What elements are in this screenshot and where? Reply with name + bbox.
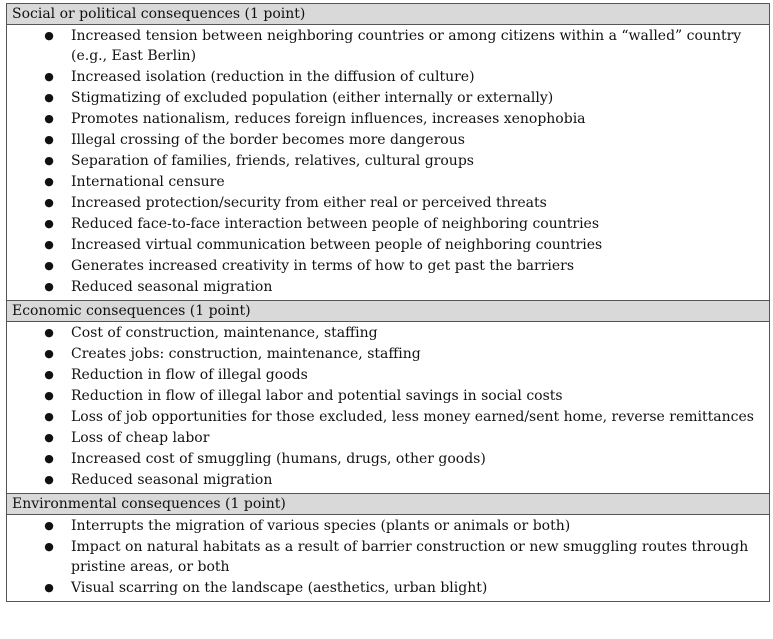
bullet-icon: ● [44,326,54,339]
consequences-table [6,3,770,602]
section-body-row [7,515,770,602]
list-item-text: Increased cost of smuggling (humans, drugs, other goods) [71,451,486,467]
bullet-icon: ● [44,70,54,83]
list-item-text: Impact on natural habitats as a result of barrier construction or new smuggling routes through pristine areas, or both [71,539,749,575]
list-item [7,577,759,598]
list-item [7,192,759,213]
bullet-icon: ● [44,519,54,532]
list-item [7,108,759,129]
section-header-row [7,301,770,322]
list-item-text: Interrupts the migration of various species (plants or animals or both) [71,518,571,534]
list-item [7,129,759,150]
section-header-row [7,4,770,25]
bullet-icon: ● [44,540,54,553]
list-item-text: International censure [71,174,225,190]
bullet-icon: ● [44,452,54,465]
section-body [7,25,770,301]
section-header-row [7,494,770,515]
list-item [7,536,759,577]
bullet-icon: ● [44,217,54,230]
list-item-text: Reduction in flow of illegal goods [71,367,308,383]
bullet-icon: ● [44,347,54,360]
bullet-icon: ● [44,29,54,42]
bullet-icon: ● [44,368,54,381]
list-item [7,322,759,343]
list-item-text: Reduced face-to-face interaction between people of neighboring countries [71,216,600,232]
bullet-list [7,25,759,297]
list-item-text: Separation of families, friends, relatives, cultural groups [71,153,474,169]
bullet-icon: ● [44,133,54,146]
list-item [7,343,759,364]
list-item-text: Increased virtual communication between people of neighboring countries [71,237,603,253]
list-item-text: Loss of cheap labor [71,430,210,446]
bullet-icon: ● [44,112,54,125]
list-item-text: Promotes nationalism, reduces foreign influences, increases xenophobia [71,111,586,127]
list-item [7,448,759,469]
list-item-text: Stigmatizing of excluded population (either internally or externally) [71,90,554,106]
list-item [7,515,759,536]
list-item [7,87,759,108]
section-body [7,515,770,602]
list-item [7,276,759,297]
section-title: Economic consequences (1 point) [7,301,770,322]
bullet-icon: ● [44,196,54,209]
list-item-text: Increased tension between neighboring countries or among citizens within a “walled” country (e.g., East Berlin) [71,28,742,64]
list-item-text: Cost of construction, maintenance, staffing [71,325,378,341]
list-item [7,150,759,171]
bullet-icon: ● [44,581,54,594]
list-item-text: Increased protection/security from either real or perceived threats [71,195,547,211]
bullet-icon: ● [44,410,54,423]
list-item-text: Generates increased creativity in terms of how to get past the barriers [71,258,575,274]
list-item-text: Increased isolation (reduction in the diffusion of culture) [71,69,475,85]
consequences-document [6,3,770,602]
list-item [7,255,759,276]
section-body [7,322,770,494]
list-item [7,171,759,192]
list-item-text: Visual scarring on the landscape (aesthetics, urban blight) [71,580,488,596]
list-item [7,213,759,234]
list-item [7,66,759,87]
list-item [7,427,759,448]
list-item [7,469,759,490]
list-item-text: Illegal crossing of the border becomes more dangerous [71,132,465,148]
section-body-row [7,322,770,494]
bullet-icon: ● [44,154,54,167]
list-item-text: Reduced seasonal migration [71,279,273,295]
list-item-text: Loss of job opportunities for those excluded, less money earned/sent home, reverse remittances [71,409,754,425]
bullet-icon: ● [44,259,54,272]
section-title: Environmental consequences (1 point) [7,494,770,515]
list-item-text: Creates jobs: construction, maintenance, staffing [71,346,421,362]
list-item-text: Reduced seasonal migration [71,472,273,488]
section-title: Social or political consequences (1 point) [7,4,770,25]
bullet-icon: ● [44,431,54,444]
list-item [7,406,759,427]
bullet-icon: ● [44,238,54,251]
section-body-row [7,25,770,301]
bullet-list [7,322,759,490]
bullet-icon: ● [44,389,54,402]
list-item [7,385,759,406]
bullet-icon: ● [44,473,54,486]
bullet-list [7,515,759,598]
bullet-icon: ● [44,91,54,104]
list-item-text: Reduction in flow of illegal labor and potential savings in social costs [71,388,563,404]
list-item [7,25,759,66]
list-item [7,234,759,255]
list-item [7,364,759,385]
bullet-icon: ● [44,175,54,188]
bullet-icon: ● [44,280,54,293]
